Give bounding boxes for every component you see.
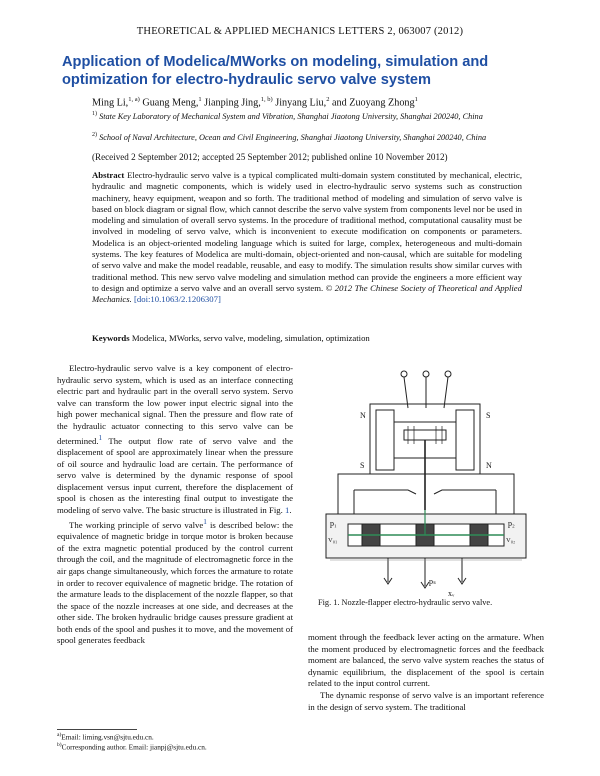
text-run: is described below: the equivalence of magnetic bridge in torque motor is broken because of the extra magnetic potential produced by the control current through the coil, and the magnitude of electromagnetic force in the air gaps change simultaneously, which forces the armature to rotate in order to recover equivalence of magnetic bridge. The rotation of the armature leads to the displacement of the nozzle flapper, so that the space of the nozzle increases at one side, and decreases at the other side. The broken hydraulic bridge causes pressure gradient at both ends of the spool and pushes it to move, and the movement of spool generates feedback (57, 519, 293, 646)
label-p1: p₁ (330, 519, 337, 528)
terminal-icon (423, 371, 429, 377)
text-run: Electro-hydraulic servo valve is a key component of electro-hydraulic servo system, which is used as an interface connecting electric part and hydraulic part in the overall servo system. Servo valve can transform the low power input electric signal into the high power mechanical signal. Then the pressure and flow rate of the hydraulic actuator connecting to this servo valve can be determined. (57, 363, 293, 446)
text-run: . (289, 505, 292, 516)
author-list (92, 96, 552, 108)
footnote-text: Corresponding author. Email: jianpj@sjtu.edu.cn. (61, 742, 207, 752)
author-mark: 1 (414, 96, 418, 103)
citation-link[interactable]: 1 (203, 517, 207, 526)
body-column-left (57, 363, 293, 647)
text-run: The output flow rate of servo valve and the displacement of spool are approximately linear when the pressure of oil source and hydraulic load are certain. The performance of servo valve is determined by the dynamic response of spool displacement versus input current, therefore the displacement of spool is chosen as the interesting final output to investigate the modeling of servo valve. The basic structure is illustrated in Fig. (57, 435, 293, 516)
abstract-text: Electro-hydraulic servo valve is a typical complicated multi-domain system constituted by mechanical, electric, hydraulic and magnetic components, which is widely used in electro-hydraulic servo systems such as construction machinery, heavy equipment, weapon and so forth. The traditional method of modeling and simulation of servo valve is based on block diagram or signal flow, which cannot describe the servo valve system from components level nor be used in modeling and simulation of overall servo systems. In the procedure of traditional method, computational causality must be involved in modeling of servo valve, which is inconvenient to execute modification on components or parameters. Modelica is an object-oriented modeling language which is suited for large, complex, heterogeneous and multi-domain systems. The key features of Modelica are multi-domain, object-oriented and non-causal, which are suitable for modeling of servo valve and make the model readable, reusable, and easy to modify. The simulation results show similar curves with traditional method. This new servo valve modeling and simulation method can provide the engineers a more efficient way to design and optimize a servo valve and an overall servo system. (92, 170, 522, 293)
label-xv: xᵥ (448, 589, 455, 598)
lead-wires (404, 377, 448, 408)
footnote-divider (57, 729, 137, 730)
figure-link[interactable]: 1 (285, 505, 290, 516)
affiliation-2 (92, 130, 532, 143)
ports (388, 558, 462, 586)
label-n: N (360, 411, 366, 420)
paragraph: The dynamic response of servo valve is an important reference in the design of servo system. The traditional (308, 689, 544, 712)
figure-servo-valve (308, 360, 544, 600)
figure-caption: Fig. 1. Nozzle-flapper electro-hydraulic servo valve. (318, 598, 493, 607)
label-p2: p₂ (508, 519, 515, 528)
affiliation-1 (92, 109, 532, 122)
terminal-icon (445, 371, 451, 377)
label-ps: pₛ (429, 577, 436, 586)
affiliation-mark: 1) (92, 111, 97, 117)
citation-link[interactable]: 1 (98, 433, 103, 442)
text-run: The working principle of servo valve (69, 519, 204, 530)
abstract (92, 170, 522, 306)
author-mark: 1, a) (128, 96, 140, 103)
author-name: Guang Meng, (139, 97, 199, 109)
servo-valve-diagram (308, 360, 544, 600)
keywords (92, 333, 522, 343)
author-name: Jinyang Liu, (272, 97, 327, 109)
author-mark: 1 (198, 96, 202, 103)
magnet-right (456, 410, 474, 470)
footnote-text: Email: liming.vsn@sjtu.edu.cn. (61, 732, 154, 742)
author-name: Jianping Jing, (201, 97, 261, 109)
author-mark: 1, b) (260, 96, 273, 103)
running-head: THEORETICAL & APPLIED MECHANICS LETTERS 2, 063007 (2012) (136, 26, 464, 37)
doi-link[interactable]: [doi:10.1063/2.1206307] (133, 294, 221, 305)
keywords-text: Modelica, MWorks, servo valve, modeling, simulation, optimization (131, 333, 370, 343)
paragraph (57, 363, 293, 517)
paper-title: Application of Modelica/MWorks on modeling, simulation and optimization for electro-hydraulic servo valve system (62, 54, 489, 88)
paragraph: moment through the feedback lever acting on the armature. When the moment produced by electromagnetic forces and the feedback moment are balanced, the servo valve system reaches the status of dynamic equilibrium, the displacement of the spool is certain related to the input control current. (308, 632, 544, 689)
paragraph (57, 517, 293, 647)
abstract-label: Abstract (92, 170, 125, 180)
label-v02: V₀₂ (506, 537, 516, 544)
author-mark: 2 (326, 96, 330, 103)
footnote-a (57, 732, 297, 741)
author-name: Ming Li, (92, 97, 129, 109)
affiliation-text: School of Naval Architecture, Ocean and Civil Engineering, Shanghai Jiaotong University, Shanghai 200240, China (99, 132, 487, 142)
footnote-mark: b) (57, 742, 62, 748)
footnote-mark: a) (57, 732, 62, 738)
terminal-icon (401, 371, 407, 377)
label-n2: N (486, 461, 492, 470)
affiliation-text: State Key Laboratory of Mechanical System and Vibration, Shanghai Jiaotong University, Shanghai 200240, China (99, 111, 483, 121)
label-s: S (486, 411, 491, 420)
keywords-label: Keywords (92, 333, 130, 343)
nozzle-block (338, 474, 514, 514)
copyright-notice: © 2012 The Chinese Society of Theoretical and Applied Mechanics. (92, 282, 522, 305)
label-v01: V₀₁ (328, 537, 338, 544)
label-s2: S (360, 461, 365, 470)
armature (404, 430, 446, 440)
affiliation-mark: 2) (92, 132, 97, 138)
body-column-right (308, 632, 544, 713)
magnet-left (376, 410, 394, 470)
author-name: and Zuoyang Zhong (329, 97, 415, 109)
footnote-b (57, 742, 297, 751)
received-dates: (Received 2 September 2012; accepted 25 September 2012; published online 10 November 2012) (92, 152, 448, 162)
